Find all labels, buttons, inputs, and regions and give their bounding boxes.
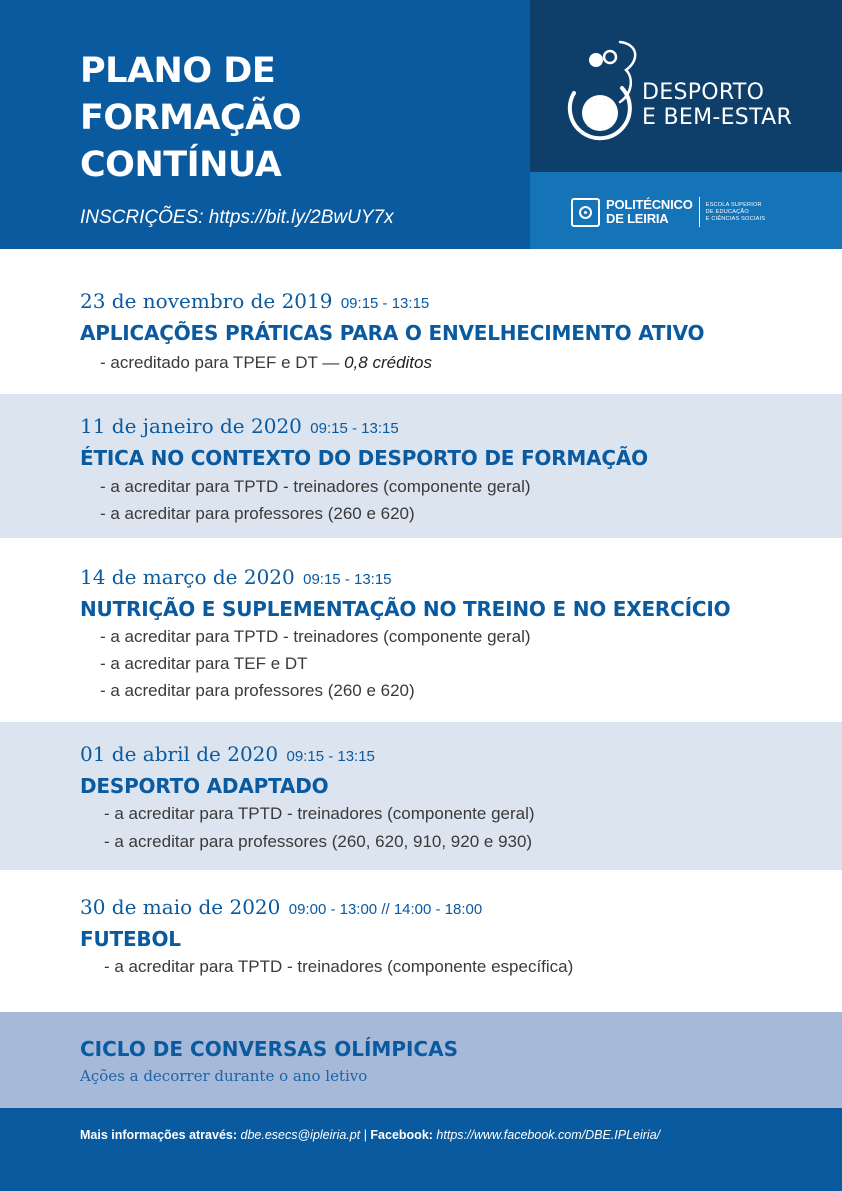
event-item bbox=[0, 538, 842, 722]
event-title: APLICAÇÕES PRÁTICAS PARA O ENVELHECIMENTO ATIVO bbox=[80, 321, 705, 345]
event-title: FUTEBOL bbox=[80, 927, 181, 951]
event-title: ÉTICA NO CONTEXTO DO DESPORTO DE FORMAÇÃO bbox=[80, 446, 648, 470]
event-title: DESPORTO ADAPTADO bbox=[80, 774, 329, 798]
event-date: 11 de janeiro de 2020 09:15 - 13:15 bbox=[80, 414, 399, 438]
event-item bbox=[0, 722, 842, 870]
politecnico-leiria-logo bbox=[571, 196, 765, 228]
event-title: NUTRIÇÃO E SUPLEMENTAÇÃO NO TREINO E NO EXERCÍCIO bbox=[80, 597, 731, 621]
event-accreditation: - a acreditar para TPTD - treinadores (componente geral) bbox=[100, 627, 531, 646]
ciclo-subtitle: Ações a decorrer durante o ano letivo bbox=[80, 1067, 368, 1085]
event-time: 09:15 - 13:15 bbox=[340, 295, 430, 312]
politecnico-mark-icon bbox=[571, 198, 600, 227]
page-title bbox=[80, 48, 520, 189]
facebook-link[interactable]: https://www.facebook.com/DBE.IPLeiria/ bbox=[436, 1128, 661, 1142]
brand-line: E BEM-ESTAR bbox=[642, 105, 793, 130]
event-accreditation: - a acreditar para professores (260 e 620) bbox=[100, 681, 415, 700]
header bbox=[0, 0, 842, 249]
event-item bbox=[0, 394, 842, 538]
event-accreditation: - a acreditar para TPTD - treinadores (componente geral) bbox=[100, 477, 531, 496]
desporto-bem-estar-logo-icon bbox=[560, 38, 640, 150]
footer-separator: | bbox=[363, 1128, 367, 1142]
footer-contacts bbox=[80, 1128, 660, 1142]
event-accreditation: - a acreditar para professores (260, 620, 910, 920 e 930) bbox=[104, 832, 533, 851]
event-accreditation: - a acreditar para TEF e DT bbox=[100, 654, 308, 673]
registration-link[interactable]: INSCRIÇÕES: https://bit.ly/2BwUY7x bbox=[80, 207, 394, 228]
event-accreditation: - a acreditar para TPTD - treinadores (componente específica) bbox=[104, 957, 574, 976]
event-credits: 0,8 créditos bbox=[344, 353, 432, 372]
event-time: 09:15 - 13:15 bbox=[310, 420, 399, 437]
footer bbox=[0, 1108, 842, 1191]
event-time: 09:00 - 13:00 // 14:00 - 18:00 bbox=[288, 901, 483, 918]
brand-name bbox=[642, 80, 792, 130]
title-line: FORMAÇÃO bbox=[80, 98, 302, 138]
email-link[interactable]: dbe.esecs@ipleiria.pt bbox=[240, 1128, 361, 1142]
logo-divider bbox=[699, 197, 700, 227]
event-accreditation: - acreditado para TPEF e DT — 0,8 créditos bbox=[100, 353, 432, 372]
event-accreditation: - a acreditar para TPTD - treinadores (componente geral) bbox=[104, 804, 535, 823]
brand-line: DESPORTO bbox=[642, 80, 765, 105]
info-label: Mais informações através: bbox=[80, 1128, 238, 1142]
event-date: 01 de abril de 2020 09:15 - 13:15 bbox=[80, 742, 375, 766]
ciclo-section bbox=[0, 1012, 842, 1108]
event-accreditation: - a acreditar para professores (260 e 620) bbox=[100, 504, 415, 523]
school-name: ESCOLA SUPERIOR DE EDUCAÇÃO E CIÊNCIAS SOCIAIS bbox=[705, 201, 766, 222]
event-date: 30 de maio de 2020 09:00 - 13:00 // 14:00 - 18:00 bbox=[80, 895, 483, 919]
ciclo-title: CICLO DE CONVERSAS OLÍMPICAS bbox=[80, 1037, 458, 1061]
institution-name: POLITÉCNICO DE LEIRIA bbox=[606, 197, 693, 226]
event-time: 09:15 - 13:15 bbox=[286, 748, 375, 765]
event-date: 23 de novembro de 2019 09:15 - 13:15 bbox=[80, 289, 430, 313]
event-item bbox=[0, 249, 842, 394]
event-date: 14 de março de 2020 09:15 - 13:15 bbox=[80, 565, 392, 589]
event-item bbox=[0, 870, 842, 1012]
title-line: PLANO DE bbox=[80, 51, 276, 91]
event-time: 09:15 - 13:15 bbox=[303, 571, 392, 588]
facebook-label: Facebook: bbox=[370, 1128, 433, 1142]
title-line: CONTÍNUA bbox=[80, 145, 282, 185]
